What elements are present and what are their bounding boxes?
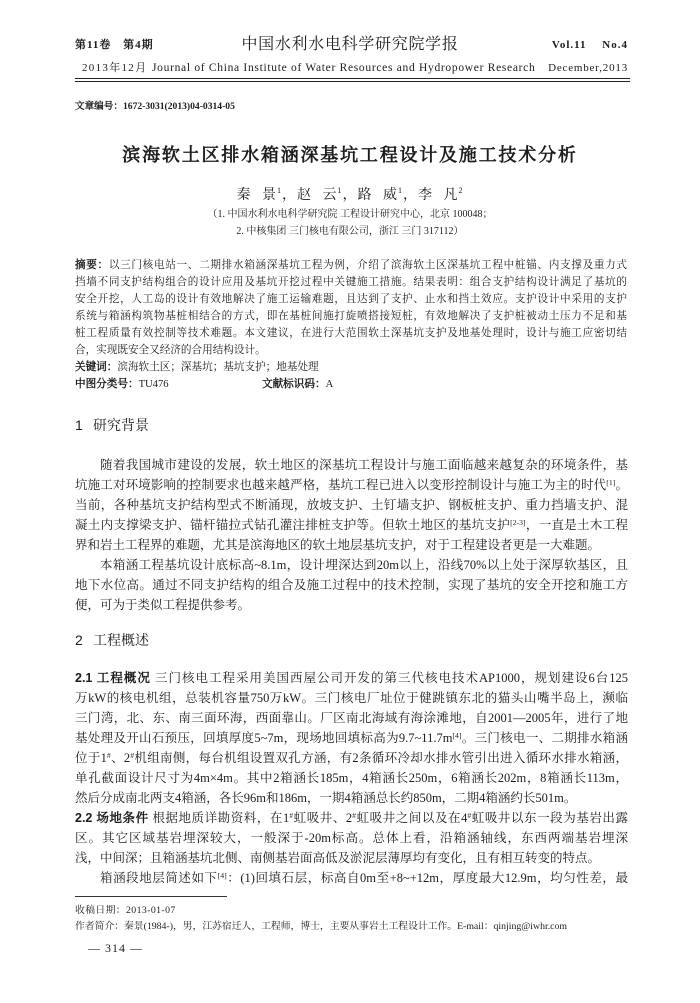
- text-line: [75, 308, 627, 325]
- text-run: 以三门核电站一、二期排水箱涵深基坑工程为例，介绍了滨海软土区深基坑工程中桩锚、内支撑及重力式: [108, 259, 628, 271]
- text-run: 单孔截面设计尺寸为4m×4m。其中2箱涵长185m，4箱涵长250m，6箱涵长202m，8箱涵长113m，: [75, 771, 628, 785]
- text-line: [75, 291, 627, 308]
- text-line: [75, 708, 628, 728]
- affiliation-line: 2. 中核集团 三门核电有限公司，浙江 三门 317112）: [236, 226, 464, 237]
- text-run: 万kW的核电机组，总装机容量750万kW。三门核电厂址位于健跳镇东北的猫头山嘴半岛上，濒临: [75, 691, 628, 705]
- superscript: #: [106, 750, 111, 760]
- section-heading-2: [75, 631, 149, 649]
- text-line: [75, 668, 628, 688]
- text-run: 根据地质详勘资料，在1: [148, 811, 290, 825]
- text-line: [75, 325, 627, 342]
- text-run: 虹吸井之间以及在4: [356, 811, 468, 825]
- text-run: 当前，各种基坑支护结构型式不断涌现，放坡支护、土钉墙支护、钢板桩支护、重力挡墙支护、混: [75, 498, 628, 512]
- text-run: 区。其它区域基岩埋深较大，一般深于-20m标高。总体上看，沿箱涵轴线，东西两端基岩埋深: [75, 831, 628, 845]
- text-run: 基处理及开山石预压，回填厚度5~7m，现场地回填标高为9.7~11.7m: [75, 731, 453, 745]
- superscript: #: [289, 810, 294, 820]
- text-line: [75, 808, 628, 828]
- text-run: 桩工程质量有效控制等技术难题。本文建议，在进行大范围软土深基坑支护及地基处理时，设计与施工应密切结: [75, 327, 627, 339]
- journal-title-cn: 中国水利水电科学研究院学报: [241, 36, 459, 53]
- author-name: 秦 景: [236, 188, 277, 203]
- superscript: [4]: [452, 730, 462, 740]
- page-number: — 314 —: [88, 941, 143, 955]
- text-run: 随着我国城市建设的发展，软土地区的深基坑工程设计与施工面临越来越复杂的环境条件，基: [100, 458, 628, 472]
- text-line: [75, 768, 628, 788]
- author-name: 路 威: [357, 188, 398, 203]
- clc-label: 中图分类号：: [75, 377, 139, 390]
- paragraph: [75, 555, 628, 615]
- text-run: 三门湾，北、东、南三面环海，西面靠山。厂区南北海域有海涂滩地，自2001—2005年，进行了地: [75, 711, 628, 725]
- article-number-value: 1672-3031(2013)04-0314-05: [122, 101, 235, 112]
- text-run: 合，实现既安全又经济的合用结构设计。: [75, 344, 266, 356]
- text-run: 。三门核电一、二期排水箱涵: [461, 731, 628, 745]
- article-number: [75, 100, 235, 114]
- document-code: [262, 379, 333, 390]
- journal-title-en: Journal of China Institute of Water Resources and Hydropower Research: [152, 62, 536, 74]
- paragraph: [75, 455, 628, 555]
- text-run: 机组南侧，每台机组设置双孔方涵，有2条循环冷却水排水管引出进入循环水排水箱涵，: [134, 751, 628, 765]
- text-run: 地下水位高。通过不同支护结构的组合及施工过程中的技术控制，实现了基坑的安全开挖和施工方: [75, 578, 628, 592]
- text-run: 箱涵段地层简述如下: [100, 871, 218, 885]
- text-line: [75, 495, 628, 515]
- text-line: [75, 342, 627, 359]
- affiliation-line: （1. 中国水利水电科学研究院 工程设计研究中心，北京 100048；: [207, 209, 493, 220]
- text-line: [75, 555, 628, 575]
- text-line: [75, 595, 628, 615]
- text-run: 安全开挖，人工岛的设计有效地解决了施工运输难题，且达到了支护、止水和挡土效应。支护设计中采用的支护: [75, 293, 627, 305]
- text-line: [75, 788, 628, 808]
- clc-number: [75, 376, 262, 393]
- abstract-text: [75, 257, 627, 359]
- text-line: [75, 848, 628, 868]
- footnote-rule: [75, 896, 227, 897]
- classification: [75, 376, 627, 393]
- superscript: [2-3]: [510, 517, 526, 527]
- superscript: #: [467, 810, 472, 820]
- text-run: 便，可为于类似工程提供参考。: [75, 598, 251, 612]
- clc-value: TU476: [138, 378, 169, 390]
- author-name: 李 凡: [418, 188, 459, 203]
- author-separator: ，: [403, 188, 418, 203]
- paper-title: 滨海软土区排水箱涵深基坑工程设计及施工技术分析: [122, 145, 578, 165]
- section-number: 2: [75, 632, 83, 648]
- inline-heading: 2.1 工程概况: [75, 671, 151, 685]
- article-number-label: 文章编号：: [75, 101, 123, 112]
- issue-date-en: December,2013: [548, 62, 628, 74]
- text-line: [75, 828, 628, 848]
- section-title: 工程概述: [93, 632, 149, 648]
- text-run: 浅，中间深；且箱涵基坑北侧、南侧基岩面高低及淤泥层薄厚均有变化，且有相互转变的特点。: [75, 851, 601, 865]
- volume-number-en: Vol.11 No.4: [551, 39, 628, 51]
- header-double-rule: [75, 78, 630, 82]
- section-1-body: [75, 455, 628, 615]
- author-list: [0, 187, 700, 205]
- text-run: 三门核电工程采用美国西屋公司开发的第三代核电技术AP1000，规划建设6台125: [150, 671, 628, 685]
- keywords: [75, 359, 627, 376]
- text-line: [75, 475, 628, 495]
- author-affiliation-mark: 1: [398, 186, 403, 195]
- text-line: [75, 274, 627, 291]
- keywords-value: 滨海软土区；深基坑；基坑支护；地基处理: [117, 361, 319, 373]
- text-run: 虹吸井以东一段为基岩出露: [471, 811, 628, 825]
- author-separator: ，: [342, 188, 358, 203]
- document-code-label: 文献标识码：: [262, 377, 326, 390]
- text-run: 坑施工对环境影响的控制要求也越来越严格，基坑工程已进入以变形控制设计与施工为主的时代: [75, 478, 607, 492]
- text-run: 挡墙不同支护结构组合的设计应用及基坑开挖过程中关键施工措施。结果表明：组合支护结构设计满足了基坑的: [75, 276, 627, 288]
- section-heading-1: [75, 416, 149, 434]
- text-run: 界和岩土工程界的难题，尤其是滨海地区的软土地层基坑支护，对于工程建设者更是一大难题。: [75, 538, 601, 552]
- text-run: 、2: [110, 751, 131, 765]
- text-run: 然后分成南北两支4箱涵，各长96m和186m，一期4箱涵总长约850m，二期4箱涵约长501m。: [75, 791, 577, 805]
- superscript: [4]: [217, 870, 227, 880]
- text-run: 系统与箱涵构筑物基桩相结合的方式，即在基桩间施打旋喷搭接短桩，有效地解决了支护桩被动土压力不足和基: [75, 310, 627, 322]
- text-line: [75, 868, 628, 888]
- author-affiliation-mark: 1: [277, 186, 282, 195]
- superscript: #: [352, 810, 357, 820]
- text-run: 虹吸井、2: [293, 811, 353, 825]
- text-line: [75, 748, 628, 768]
- author-separator: ，: [282, 188, 297, 203]
- subsection-2-1: [75, 668, 628, 808]
- paragraph: [75, 868, 628, 888]
- text-line: [75, 535, 628, 555]
- text-run: 位于1: [75, 751, 107, 765]
- author-bio: 作者简介：秦景(1984-)，男，江苏宿迁人，工程师，博士，主要从事岩土工程设计工作。E-mail：qinjing@iwhr.com: [75, 921, 568, 932]
- section-number: 1: [75, 417, 83, 433]
- text-line: [75, 728, 628, 748]
- text-run: 凝土内支撑梁支护、锚杆锚拉式钻孔灌注排桩支护等。但软土地区的基坑支护: [75, 518, 511, 532]
- text-run: 本箱涵工程基坑设计底标高~8.1m，设计埋深达到20m以上，沿线70%以上处于深厚软基区，且: [100, 558, 628, 572]
- superscript: #: [130, 750, 135, 760]
- keywords-label: 关键词：: [75, 360, 118, 373]
- section-title: 研究背景: [93, 417, 149, 433]
- affiliations: [0, 206, 700, 240]
- received-date: 收稿日期：2013-01-07: [75, 905, 176, 916]
- text-run: 。: [615, 478, 628, 492]
- text-run: ，一直是土木工程: [525, 518, 628, 532]
- text-run: ：(1)回填石层，标高自0m至+8~+12m，厚度最大12.9m，均匀性差，最: [226, 871, 628, 885]
- section-2-body: [75, 668, 628, 888]
- document-code-value: A: [325, 378, 334, 390]
- issue-date-cn: 2013年12月: [82, 62, 148, 74]
- text-line: [75, 515, 628, 535]
- text-line: [75, 257, 627, 274]
- author-name: 赵 云: [297, 188, 338, 203]
- volume-issue: 第11卷 第4期: [75, 39, 154, 51]
- author-affiliation-mark: 1: [337, 186, 343, 195]
- subsection-2-2: [75, 808, 628, 868]
- inline-heading: 摘要：: [75, 258, 109, 271]
- author-affiliation-mark: 2: [458, 186, 464, 195]
- abstract: [75, 257, 627, 393]
- text-line: [75, 688, 628, 708]
- text-line: [75, 575, 628, 595]
- superscript: [1]: [606, 477, 616, 487]
- inline-heading: 2.2 场地条件: [75, 811, 149, 825]
- text-line: [75, 455, 628, 475]
